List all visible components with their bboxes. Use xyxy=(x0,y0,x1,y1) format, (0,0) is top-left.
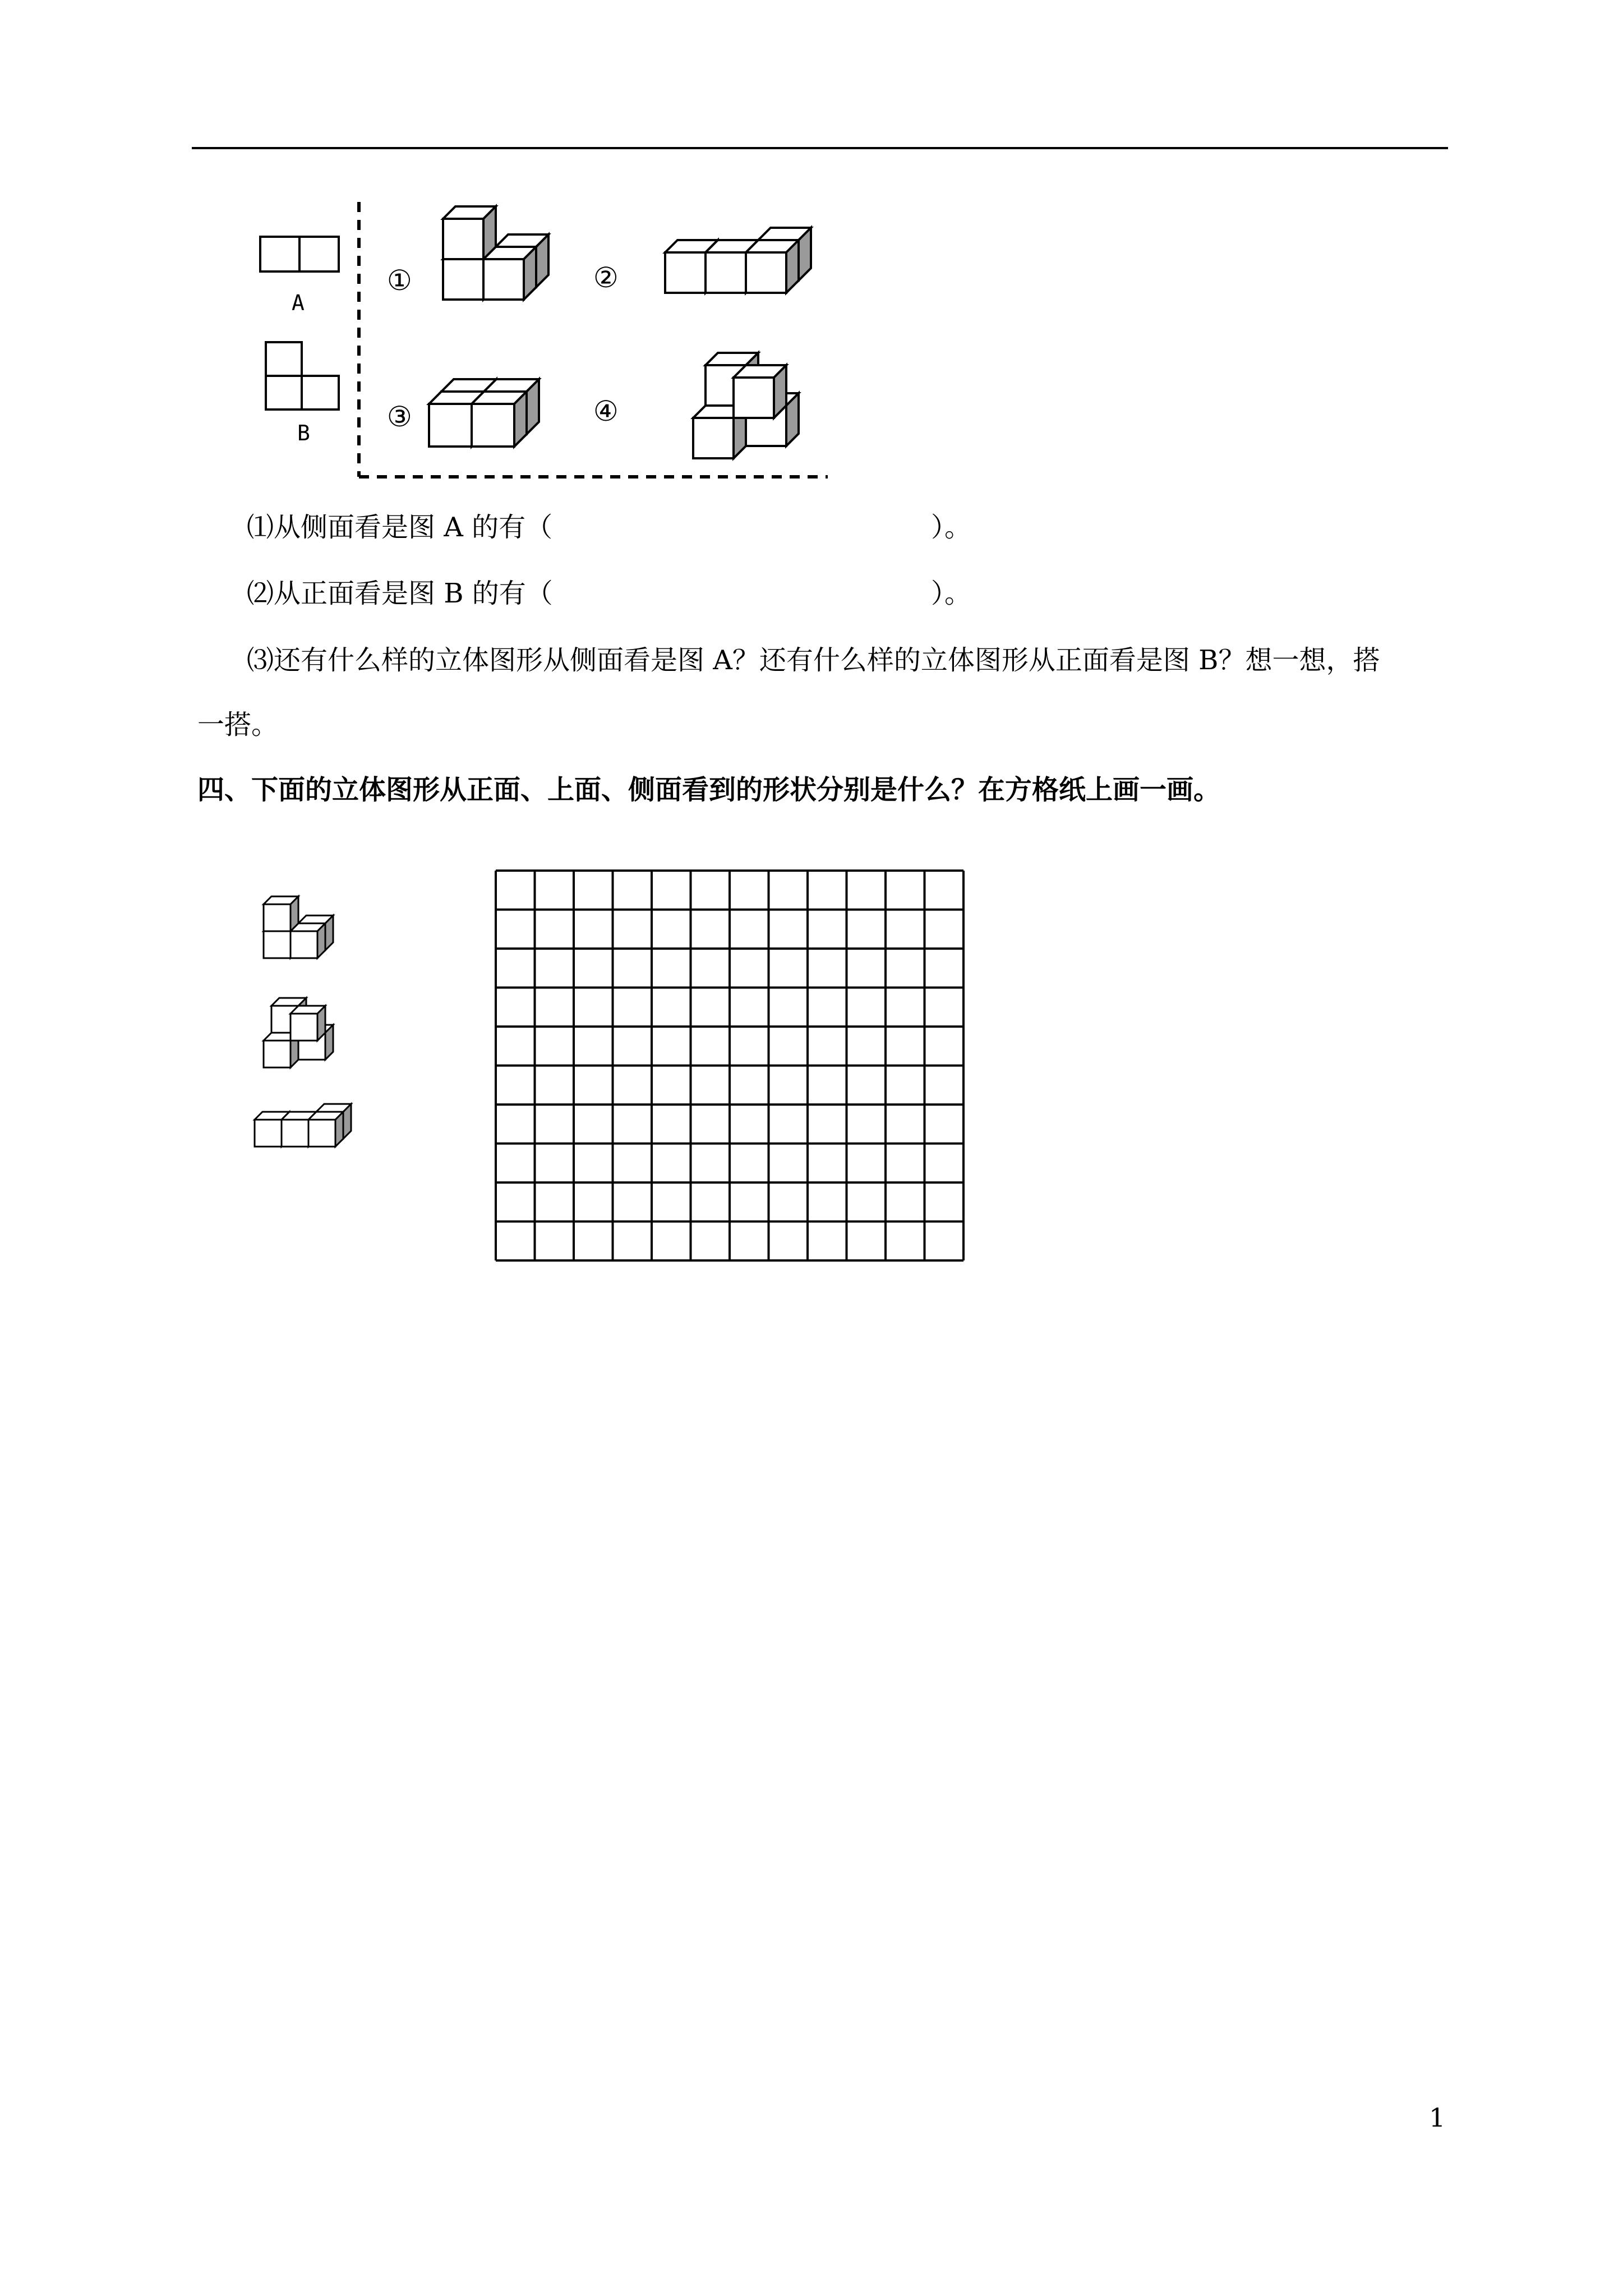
option-1-label: ① xyxy=(387,264,412,297)
question-2-close: ）。 xyxy=(931,578,972,609)
grid-paper[interactable] xyxy=(494,868,965,1261)
small-solid-1 xyxy=(264,896,333,958)
question-1-close: ）。 xyxy=(931,512,972,543)
option-4-label: ④ xyxy=(593,395,619,427)
question-3-line-1: ⑶还有什么样的立体图形从侧面看是图 A？还有什么样的立体图形从正面看是图 B？想一想，搭 xyxy=(247,645,1380,676)
question-2-text: ⑵从正面看是图 B 的有（ xyxy=(247,578,553,609)
page-number: 1 xyxy=(1429,2102,1446,2133)
option-3-solid xyxy=(429,379,539,447)
figure-a-label: A xyxy=(292,291,305,315)
question-2 xyxy=(247,577,553,610)
section-4-title: 四、下面的立体图形从正面、上面、侧面看到的形状分别是什么？在方格纸上画一画。 xyxy=(197,774,1221,806)
option-4-solid xyxy=(693,353,799,458)
question-1-answer-blank[interactable] xyxy=(562,510,927,544)
question-2-answer-blank[interactable] xyxy=(562,577,927,610)
question-3-line-2: 一搭。 xyxy=(197,709,279,740)
option-3-label: ③ xyxy=(387,401,412,433)
option-2-solid xyxy=(665,228,811,293)
option-2-label: ② xyxy=(593,261,619,294)
option-1-solid xyxy=(443,206,548,300)
question-1-text: ⑴从侧面看是图 A 的有（ xyxy=(247,512,553,543)
small-solid-2 xyxy=(264,998,333,1068)
question-1 xyxy=(247,510,552,544)
figure-b-label: B xyxy=(297,421,310,445)
small-solid-3 xyxy=(255,1104,351,1147)
